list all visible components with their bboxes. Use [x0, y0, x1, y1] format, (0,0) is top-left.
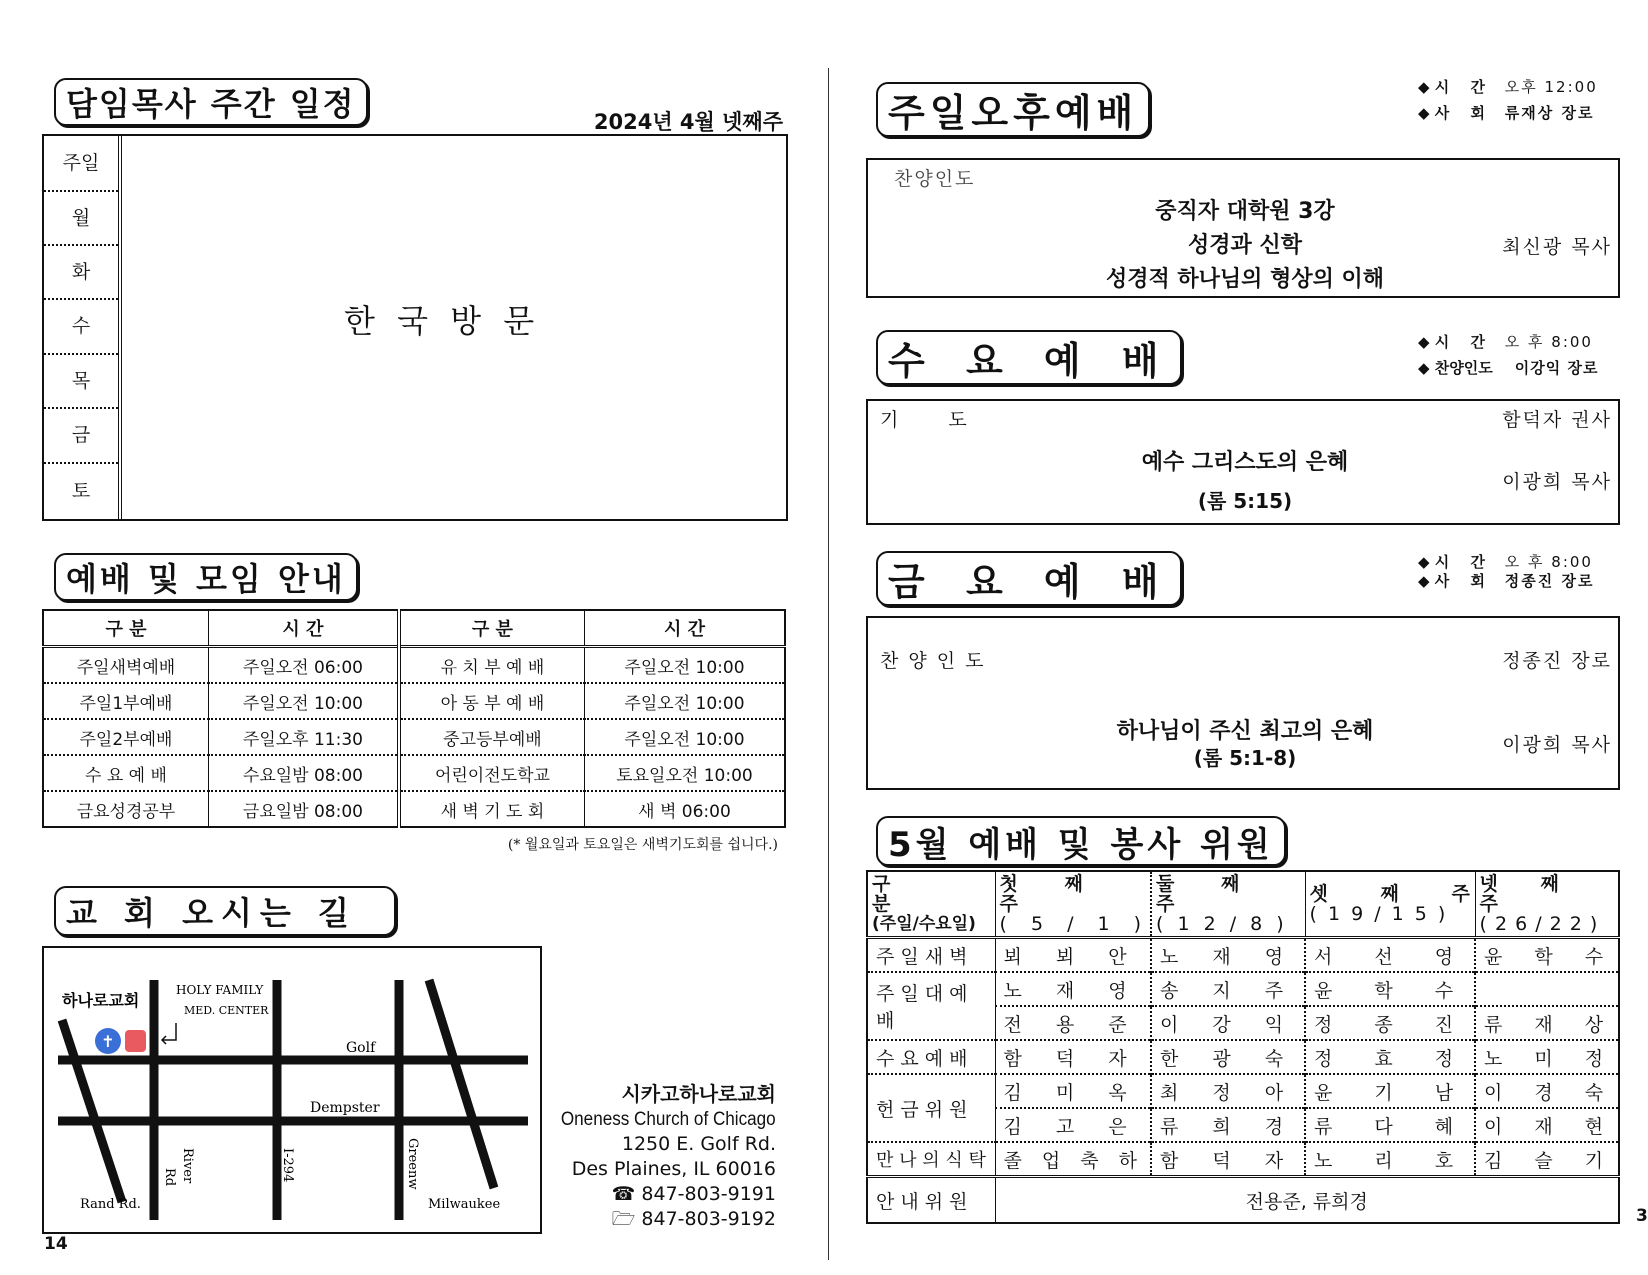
week-dates: ( 1 2 / 8 ) [1156, 913, 1284, 935]
sunday-time-info: ◆ 시 간 오후 12:00 [1418, 78, 1598, 96]
usher-names: 전용준, 류희경 [1245, 1190, 1368, 1213]
table-row [43, 755, 785, 791]
cell: 중고등부예배 [399, 719, 585, 755]
header-week4 [1475, 871, 1619, 938]
directions-title [54, 886, 396, 936]
pastor-schedule-title-text: 담임목사 주간 일정 [66, 85, 356, 123]
row-label: 헌 금 위 원 [867, 1074, 995, 1142]
day-label: 화 [71, 261, 91, 283]
sunday-pm-box [866, 158, 1620, 298]
cell: 주일오후 11:30 [208, 719, 399, 755]
milwaukee-road [429, 980, 494, 1188]
cell [1475, 972, 1619, 1006]
cell: 주일1부예배 [43, 683, 208, 719]
day-thu [44, 355, 118, 409]
cell: 류 희 경 [1151, 1108, 1305, 1142]
friday-title [876, 551, 1182, 606]
day-sat [44, 464, 118, 518]
info-value: 오 후 8:00 [1504, 333, 1593, 351]
header-week1 [995, 871, 1151, 938]
cell: 뵈 뵈 안 [995, 938, 1151, 973]
day-label: 월 [71, 207, 91, 229]
i294-label: I-294 [280, 1148, 295, 1183]
rd-label: Rd [162, 1168, 177, 1187]
cell: 이 경 숙 [1484, 1081, 1604, 1104]
cell: 전 용 준 [995, 1006, 1151, 1040]
page-number-left: 14 [44, 1234, 68, 1254]
table-row [43, 719, 785, 755]
cross-icon: ✝ [101, 1032, 115, 1051]
cell: 어린이전도학교 [399, 755, 585, 791]
cell: 함 덕 자 [995, 1040, 1151, 1074]
info-value: 오 후 8:00 [1504, 553, 1593, 571]
cell: 금요성경공부 [43, 791, 208, 827]
header-category: 구 분 [399, 610, 585, 647]
header-time: 시 간 [584, 610, 785, 647]
week-dates: ( 1 9 / 1 5 ) [1309, 903, 1446, 925]
col0-line1 [872, 874, 991, 914]
friday-host-info: ◆ 사 회 정종진 장로 [1418, 572, 1595, 590]
day-label: 토 [71, 480, 91, 502]
cell: 주일오전 10:00 [624, 693, 745, 714]
hospital-sub-label: MED. CENTER [184, 1004, 269, 1017]
day-label: 금 [71, 424, 91, 446]
cell: 한 광 숙 [1151, 1040, 1305, 1074]
usher-row [867, 1177, 1619, 1224]
day-wed [44, 300, 118, 355]
church-map-label: 하나로교회 [62, 991, 140, 1010]
wednesday-box [866, 399, 1620, 525]
directions-title-text: 교 회 오시는 길 [66, 894, 357, 932]
sunday-pm-title [876, 82, 1150, 137]
wednesday-sermon-title: 예수 그리스도의 은혜 [1141, 450, 1349, 475]
may-duty-title-text: 5월 예배 및 봉사 위원 [888, 824, 1274, 865]
table-row [867, 972, 1619, 1006]
cell: 윤 학 수 [1305, 972, 1475, 1006]
table-row [43, 647, 785, 684]
pastor-schedule-title [54, 78, 368, 126]
sermon-line3: 성경적 하나님의 형상의 이해 [1105, 267, 1384, 292]
table-row [43, 683, 785, 719]
info-value: 이강익 장로 [1514, 359, 1599, 377]
row-label: 주 일 대 예 배 [867, 972, 995, 1040]
wednesday-title [876, 330, 1182, 385]
cell: 최 정 아 [1151, 1074, 1305, 1108]
row-label: 수 요 예 배 [867, 1040, 995, 1074]
rand-label: Rand Rd. [80, 1197, 141, 1212]
cell: 유 치 부 예 배 [399, 647, 585, 684]
hospital-marker-icon [125, 1030, 146, 1052]
usher-label: 안 내 위 원 [867, 1177, 995, 1224]
day-tue [44, 246, 118, 300]
wednesday-praise-info: ◆ 찬양인도 이강익 장로 [1418, 359, 1599, 377]
river-label: River [180, 1148, 195, 1184]
info-value: 류재상 장로 [1504, 104, 1595, 122]
cell: 김 고 은 [995, 1108, 1151, 1142]
cell: 함 덕 자 [1151, 1142, 1305, 1177]
cell: 졸 업 축 하 [995, 1142, 1151, 1177]
church-name-en: Oneness Church of Chicago [561, 1109, 776, 1130]
worship-guide-title-text: 예배 및 모임 안내 [66, 560, 346, 598]
cell: 아 동 부 예 배 [399, 683, 585, 719]
address-line2: Des Plaines, IL 60016 [571, 1158, 776, 1180]
table-row [43, 791, 785, 827]
friday-time-info: ◆ 시 간 오 후 8:00 [1418, 553, 1593, 571]
address-line1: 1250 E. Golf Rd. [621, 1133, 776, 1155]
cell: 금요일밤 08:00 [208, 791, 399, 827]
worship-guide-table [42, 609, 786, 828]
day-mon [44, 192, 118, 246]
phone-line [537, 1182, 776, 1207]
week-name: 넷 째 주 [1479, 873, 1559, 915]
wednesday-scripture: (롬 5:15) [1197, 489, 1293, 513]
fax-line [537, 1207, 776, 1232]
sunday-host-info: ◆ 사 회 류재상 장로 [1418, 104, 1595, 122]
info-label: 사 회 [1434, 104, 1493, 122]
header-week3 [1305, 871, 1475, 938]
prayer-person: 함덕자 권사 [1502, 409, 1612, 431]
cell: 서 선 영 [1305, 938, 1475, 973]
cell: 주일새벽예배 [43, 647, 208, 684]
friday-scripture: (롬 5:1-8) [1193, 746, 1297, 770]
greenwood-label: Greenw [405, 1138, 420, 1190]
sermon-line1: 중직자 대학원 3강 [1155, 199, 1335, 224]
worship-guide-title [54, 553, 358, 601]
friday-sermon-title: 하나님이 주신 최고의 은혜 [1116, 719, 1374, 744]
cell: 토요일오전 10:00 [616, 765, 753, 786]
schedule-note: 한 국 방 문 [344, 302, 541, 340]
info-label: 시 간 [1434, 78, 1493, 96]
week-dates: ( 2 6 / 2 2 ) [1479, 913, 1598, 935]
cell: 김 슬 기 [1484, 1149, 1604, 1172]
row-label: 주 일 새 벽 [867, 938, 995, 973]
cell: 수요일밤 08:00 [208, 755, 399, 791]
cell: 주일오전 06:00 [208, 647, 399, 684]
cell: 이 재 현 [1484, 1115, 1604, 1138]
cell: 송 지 주 [1151, 972, 1305, 1006]
cell: 윤 기 남 [1305, 1074, 1475, 1108]
row-label: 만 나 의 식 탁 [867, 1142, 995, 1177]
friday-box [866, 616, 1620, 790]
friday-speaker: 이광희 목사 [1502, 734, 1612, 756]
cell: 노 미 정 [1484, 1047, 1604, 1070]
wednesday-time-info: ◆ 시 간 오 후 8:00 [1418, 333, 1593, 351]
day-label: 목 [71, 370, 91, 392]
map-graphic [44, 948, 539, 1231]
week-name: 셋 째 주 [1309, 883, 1470, 905]
may-duty-table [866, 870, 1620, 1224]
cell: 노 재 영 [1151, 938, 1305, 973]
praise-label: 찬양인도 [894, 168, 976, 190]
day-label: 수 [71, 315, 91, 337]
sunday-pm-title-text: 주일오후예배 [888, 91, 1139, 135]
week-dates: ( 5 / 1 ) [999, 913, 1142, 935]
schedule-week: 2024년 4월 넷째주 [593, 110, 783, 134]
golf-label: Golf [346, 1040, 376, 1056]
col0-line2: (주일/수요일) [872, 914, 976, 934]
sunday-speaker: 최신광 목사 [1502, 236, 1612, 258]
folder-icon: 🗁 [611, 1208, 642, 1230]
cell: 정 효 정 [1305, 1040, 1475, 1074]
hospital-label: HOLY FAMILY [176, 983, 264, 997]
cell: 주일오전 10:00 [624, 657, 745, 678]
cell: 주일오전 10:00 [208, 683, 399, 719]
header-time: 시 간 [208, 610, 399, 647]
milwaukee-label: Milwaukee [428, 1197, 501, 1212]
wednesday-title-text: 수 요 예 배 [888, 339, 1173, 383]
phone-icon: ☎ [611, 1183, 642, 1205]
duty-header-row [867, 871, 1619, 938]
fax-number: 847-803-9192 [641, 1208, 776, 1230]
header-week2 [1151, 871, 1305, 938]
info-label: 찬양인도 [1434, 359, 1493, 377]
info-label: 시 간 [1434, 553, 1493, 571]
pastor-schedule-box [42, 134, 788, 521]
dempster-label: Dempster [310, 1100, 380, 1116]
cell: 윤 학 수 [1484, 945, 1604, 968]
table-row [867, 1074, 1619, 1108]
church-name-kr: 시카고하나로교회 [621, 1082, 776, 1106]
prayer-label: 기 도 [880, 409, 969, 431]
info-value: 오후 12:00 [1504, 78, 1598, 96]
day-sun [44, 136, 118, 192]
cell: 류 다 혜 [1305, 1108, 1475, 1142]
sermon-line2: 성경과 신학 [1188, 233, 1302, 258]
table-row [867, 938, 1619, 973]
table-row [867, 1040, 1619, 1074]
page-number-right: 3 [1636, 1206, 1648, 1226]
week-name: 첫 째 주 [999, 873, 1083, 915]
info-value: 정종진 장로 [1504, 572, 1595, 590]
cell: 노 리 호 [1305, 1142, 1475, 1177]
phone-number: 847-803-9191 [641, 1183, 776, 1205]
week-name: 둘 째 주 [1156, 873, 1240, 915]
worship-footnote: (* 월요일과 토요일은 새벽기도회를 쉽니다.) [507, 837, 778, 853]
info-label: 사 회 [1434, 572, 1493, 590]
cell: 새 벽 기 도 회 [399, 791, 585, 827]
wednesday-speaker: 이광희 목사 [1502, 471, 1612, 493]
day-label: 주일 [62, 152, 100, 174]
header-category [867, 871, 995, 938]
cell: 정 종 진 [1305, 1006, 1475, 1040]
cell: 새 벽 06:00 [638, 801, 731, 822]
friday-title-text: 금 요 예 배 [888, 560, 1173, 604]
cell: 주일2부예배 [43, 719, 208, 755]
friday-praise-person: 정종진 장로 [1502, 650, 1612, 672]
cell: 김 미 옥 [995, 1074, 1151, 1108]
may-duty-title [876, 816, 1286, 866]
col0-line1-text: 구 분 [872, 873, 891, 915]
info-label: 시 간 [1434, 333, 1493, 351]
friday-praise-label: 찬 양 인 도 [880, 650, 986, 672]
cell: 이 강 익 [1151, 1006, 1305, 1040]
cell: 수 요 예 배 [43, 755, 208, 791]
arrow-icon [162, 1023, 176, 1044]
day-fri [44, 409, 118, 464]
day-column-divider [118, 136, 122, 519]
contact-block [537, 1082, 776, 1232]
page-divider [828, 68, 829, 1260]
cell: 노 재 영 [995, 972, 1151, 1006]
cell: 주일오전 10:00 [624, 729, 745, 750]
table-row [867, 1142, 1619, 1177]
cell: 류 재 상 [1484, 1013, 1604, 1036]
header-category: 구 분 [43, 610, 208, 647]
map-box [42, 946, 542, 1234]
